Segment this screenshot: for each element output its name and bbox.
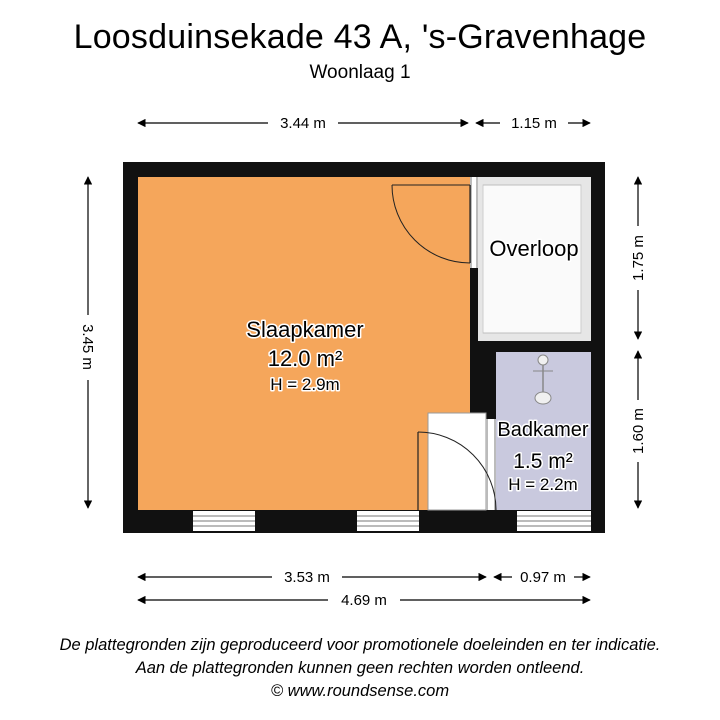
dimension-bottom-total xyxy=(138,592,590,609)
room-floor-slaapkamer xyxy=(138,177,470,510)
svg-text:4.69 m: 4.69 m xyxy=(341,592,387,609)
dimension-bottom-left xyxy=(138,569,486,586)
room-area-badkamer: 1.5 m² xyxy=(513,450,573,473)
room-name-overloop: Overloop xyxy=(489,236,579,261)
svg-text:1.60 m: 1.60 m xyxy=(630,408,647,454)
svg-text:3.44 m: 3.44 m xyxy=(280,115,326,132)
svg-text:3.45 m: 3.45 m xyxy=(79,324,96,370)
floor-level-label: Woonlaag 1 xyxy=(309,62,411,83)
dimension-top-left xyxy=(138,115,468,132)
dimension-top-right xyxy=(476,115,590,132)
disclaimer-line-2: Aan de plattegronden kunnen geen rechten worden ontleend. xyxy=(135,659,585,677)
copyright-line: © www.roundsense.com xyxy=(270,682,450,700)
dimension-left xyxy=(79,177,96,508)
room-name-badkamer: Badkamer xyxy=(497,419,589,441)
dimension-right-bottom xyxy=(630,351,647,508)
room-area-slaapkamer: 12.0 m² xyxy=(267,346,343,371)
interior-wall xyxy=(470,268,478,352)
window xyxy=(517,511,591,531)
dimension-right-top xyxy=(630,177,647,339)
room-height-badkamer: H = 2.2m xyxy=(508,475,578,494)
svg-text:0.97 m: 0.97 m xyxy=(520,569,566,586)
window xyxy=(357,511,419,531)
svg-text:1.75 m: 1.75 m xyxy=(630,235,647,281)
room-height-slaapkamer: H = 2.9m xyxy=(270,375,340,394)
badkamer-doorway xyxy=(428,413,486,510)
disclaimer-line-1: De plattegronden zijn geproduceerd voor promotionele doeleinden en ter indicatie. xyxy=(59,636,661,654)
window xyxy=(193,511,255,531)
svg-text:3.53 m: 3.53 m xyxy=(284,569,330,586)
interior-wall-badkamer xyxy=(486,341,496,419)
dimension-bottom-right xyxy=(494,569,590,586)
floorplan-title: Loosduinsekade 43 A, 's-Gravenhage xyxy=(73,18,647,56)
room-name-slaapkamer: Slaapkamer xyxy=(246,317,364,342)
svg-text:1.15 m: 1.15 m xyxy=(511,115,557,132)
